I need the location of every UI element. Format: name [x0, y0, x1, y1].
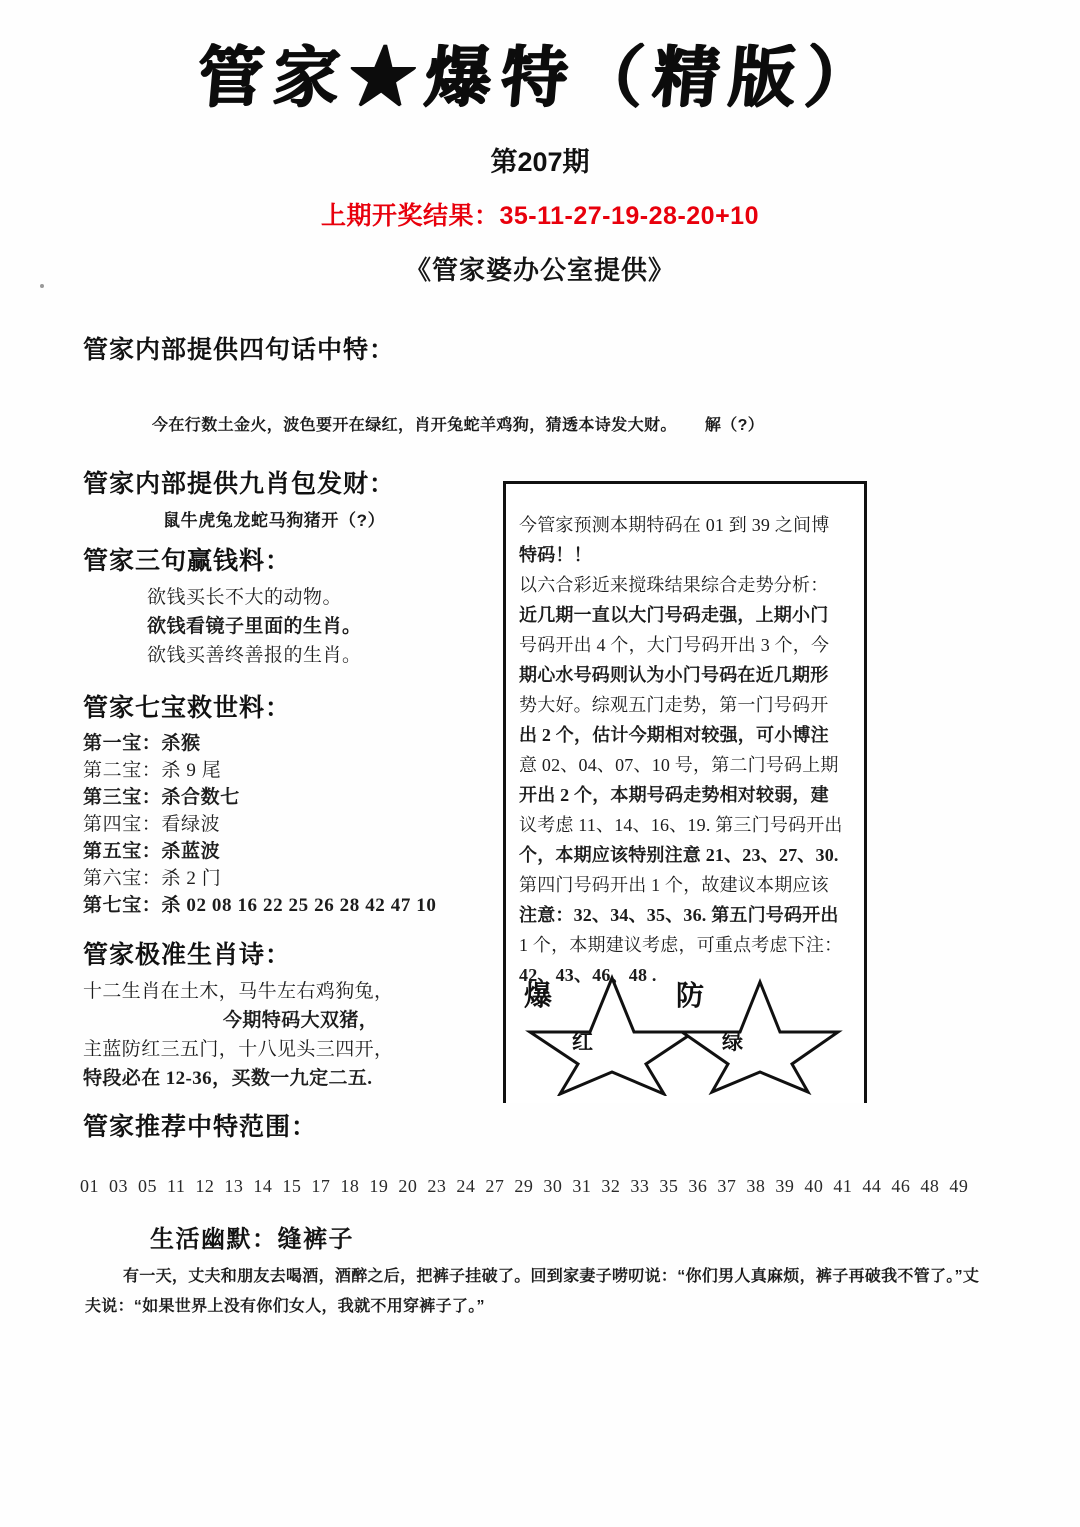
treasure-row-3: 第三宝：杀合数七	[83, 787, 240, 808]
three-phrase-line-1: 欲钱买长不大的动物。	[147, 587, 343, 608]
analysis-line: 个，本期应该特别注意 21、23、27、30.	[519, 845, 839, 865]
star-group	[514, 966, 862, 1096]
heading-seven-treasure: 管家七宝救世料：	[83, 695, 292, 722]
analysis-line: 议考虑 11、14、16、19. 第三门号码开出	[519, 815, 843, 835]
recommend-number: 36	[688, 1176, 708, 1196]
recommend-number: 32	[601, 1176, 621, 1196]
heading-three-phrase: 管家三句赢钱料：	[83, 548, 292, 575]
analysis-line: 1 个，本期建议考虑，可重点考虑下注：	[519, 935, 843, 955]
left-column	[83, 330, 503, 1149]
recommend-number-list	[80, 1176, 1010, 1197]
issue-number: 第207期	[490, 147, 590, 177]
zodiac-poem-line-2: 今期特码大双猪，	[223, 1010, 379, 1031]
analysis-line: 近几期一直以大门号码走强，上期小门	[519, 605, 829, 625]
analysis-line: 意 02、04、07、10 号，第二门号码上期	[519, 755, 839, 775]
page-title: 管家★爆特（精版）	[194, 38, 885, 116]
recommend-number: 37	[717, 1176, 737, 1196]
seven-treasure-list	[83, 730, 503, 919]
three-phrase-list	[147, 583, 503, 670]
treasure-row-6: 第六宝：杀 2 门	[83, 868, 222, 889]
analysis-line: 开出 2 个，本期号码走势相对较弱，建	[519, 785, 829, 805]
recommend-number: 35	[659, 1176, 679, 1196]
paper-speck	[40, 284, 44, 288]
treasure-row-7: 第七宝：杀 02 08 16 22 25 26 28 42 47 10	[83, 895, 437, 916]
three-phrase-line-2: 欲钱看镜子里面的生肖。	[147, 616, 362, 637]
analysis-box-text	[506, 484, 864, 990]
recommend-number: 12	[195, 1176, 215, 1196]
provider-credit: 《管家婆办公室提供》	[404, 256, 675, 285]
star-inner-red: 红	[572, 1030, 593, 1054]
nine-zodiac-line: 鼠牛虎兔龙蛇马狗猪开（?）	[163, 511, 386, 530]
recommend-number: 15	[282, 1176, 302, 1196]
analysis-line: 特码！！	[519, 545, 592, 565]
recommend-number: 33	[630, 1176, 650, 1196]
treasure-row-2: 第二宝：杀 9 尾	[83, 760, 222, 781]
recommend-number: 29	[514, 1176, 534, 1196]
analysis-line: 势大好。综观五门走势，第一门号码开	[519, 695, 829, 715]
analysis-line: 42、43、46、48 .	[519, 965, 657, 985]
three-phrase-line-3: 欲钱买善终善报的生肖。	[147, 645, 362, 666]
recommend-number: 05	[138, 1176, 157, 1196]
analysis-line: 注意：32、34、35、36. 第五门号码开出	[519, 905, 839, 925]
recommend-number: 11	[167, 1176, 186, 1196]
star-label-bao: 爆	[524, 981, 553, 1012]
recommend-number: 48	[920, 1176, 940, 1196]
recommend-number: 20	[398, 1176, 418, 1196]
four-phrase-answer: 解（?）	[704, 417, 765, 434]
zodiac-poem-line-3: 主蓝防红三五门，十八见头三四开，	[83, 1039, 394, 1060]
analysis-line: 今管家预测本期特码在 01 到 39 之间博	[519, 515, 830, 535]
joke-body: 有一天，丈夫和朋友去喝酒，酒醉之后，把裤子挂破了。回到家妻子唠叨说：“你们男人真麻烦，裤子再破我不管了。”丈夫说：“如果世界上没有你们女人，我就不用穿裤子了。”	[85, 1268, 980, 1315]
joke-heading: 生活幽默：缝裤子	[150, 1227, 354, 1253]
recommend-number: 27	[485, 1176, 505, 1196]
recommend-number: 49	[949, 1176, 969, 1196]
analysis-line: 以六合彩近来搅珠结果综合走势分析：	[519, 575, 829, 595]
recommend-number: 30	[543, 1176, 563, 1196]
recommend-number: 40	[804, 1176, 824, 1196]
recommend-number: 13	[224, 1176, 244, 1196]
recommend-number: 44	[862, 1176, 882, 1196]
zodiac-poem-line-1: 十二生肖在土木，马牛左右鸡狗兔，	[83, 981, 394, 1002]
zodiac-poem-line-4: 特段必在 12-36，买数一九定二五.	[83, 1068, 373, 1089]
last-draw-result: 上期开奖结果：35-11-27-19-28-20+10	[320, 202, 759, 230]
heading-nine-zodiac: 管家内部提供九肖包发财：	[83, 471, 396, 498]
star-label-fang: 防	[676, 981, 705, 1012]
recommend-number: 18	[340, 1176, 360, 1196]
recommend-number: 03	[109, 1176, 128, 1196]
recommend-number: 19	[369, 1176, 389, 1196]
star-fang	[674, 974, 846, 1096]
analysis-line: 期心水号码则认为小门号码在近几期形	[519, 665, 829, 685]
heading-recommend-range: 管家推荐中特范围：	[83, 1114, 318, 1141]
four-phrase-poem-text: 今在行数土金火，波色要开在绿红，肖开兔蛇羊鸡狗，猜透本诗发大财。	[152, 417, 677, 434]
treasure-row-4: 第四宝：看绿波	[83, 814, 221, 835]
recommend-number: 01	[80, 1176, 99, 1196]
treasure-row-5: 第五宝：杀蓝波	[83, 841, 221, 862]
recommend-number: 23	[427, 1176, 447, 1196]
recommend-number: 39	[775, 1176, 795, 1196]
star-inner-green: 绿	[722, 1030, 743, 1054]
recommend-number: 31	[572, 1176, 592, 1196]
analysis-line: 出 2 个，估计今期相对较强，可小博注	[519, 725, 829, 745]
heading-four-phrase: 管家内部提供四句话中特：	[83, 337, 396, 364]
recommend-number: 46	[891, 1176, 911, 1196]
treasure-row-1: 第一宝：杀猴	[83, 733, 201, 754]
recommend-number: 24	[456, 1176, 476, 1196]
zodiac-poem-lines	[83, 977, 503, 1093]
heading-zodiac-poem: 管家极准生肖诗：	[83, 942, 292, 969]
analysis-line: 第四门号码开出 1 个，故建议本期应该	[519, 875, 829, 895]
analysis-box	[503, 481, 867, 1103]
recommend-number: 17	[311, 1176, 331, 1196]
recommend-number: 41	[833, 1176, 853, 1196]
analysis-line: 号码开出 4 个，大门号码开出 3 个，今	[519, 635, 830, 655]
recommend-number: 38	[746, 1176, 766, 1196]
recommend-number: 14	[253, 1176, 273, 1196]
